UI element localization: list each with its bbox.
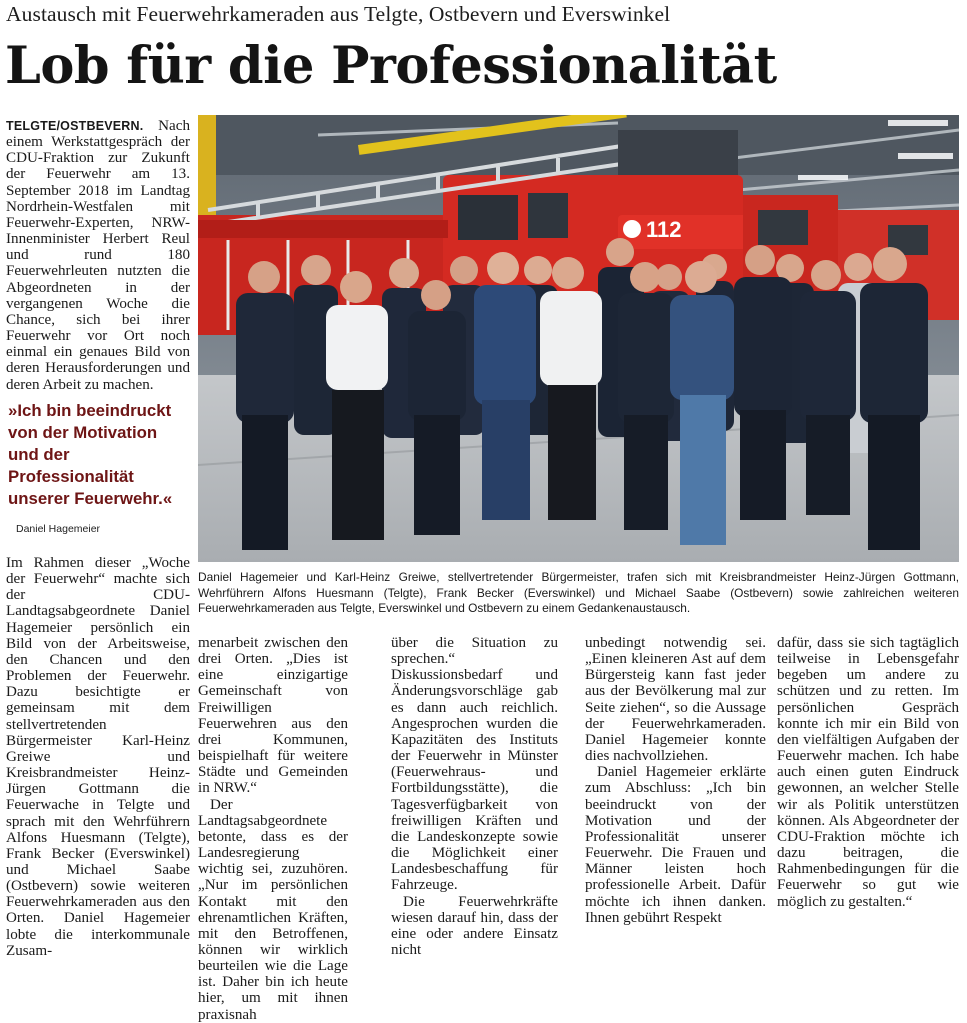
body-paragraph: menarbeit zwischen den drei Orten. „Dies ist eine einzigartige Gemeinschaft von Freiwilligen Feuerwehren aus den drei Kommunen, beispielhaft für weitere Städte und Gemeinden in NRW.“	[198, 635, 348, 797]
group-photo	[198, 115, 959, 562]
intro-paragraph	[6, 118, 190, 393]
body-paragraph: Die Feuerwehrkräfte wiesen darauf hin, dass der eine oder andere Einsatz nicht	[391, 893, 558, 958]
body-paragraph: unbedingt notwendig sei. „Einen kleineren Ast auf dem Bürgersteig kann fast jeder aus der Bevölkerung mal zur Seite ziehen“, so die Aussage der Feuerwehrkameraden. Daniel Hagemeier konnte dies nachvollziehen.	[585, 635, 766, 765]
pull-quote-author: Daniel Hagemeier	[16, 523, 101, 535]
body-paragraph: Der Landtagsabgeordnete betonte, dass es der Landesregierung wichtig sei, zuzuhören. „Nur im persönlichen Kontakt mit den ehrenamtlichen Kräften, mit den Betroffenen, können wir wirklich beurteilen wie die Lage ist. Daher bin ich heute hier, um mit ihnen praxisnah	[198, 796, 348, 1023]
headline: Lob für die Professionalität	[5, 36, 777, 96]
pull-quote: »Ich bin beeindruckt von der Motivation und der Professionalität unserer Feuerwehr.«	[8, 401, 173, 508]
kicker-subheadline: Austausch mit Feuerwehrkameraden aus Telgte, Ostbevern und Everswinkel	[6, 2, 671, 26]
dateline: TELGTE/OSTBEVERN.	[6, 119, 144, 133]
body-paragraph: Daniel Hagemeier erklärte zum Abschluss: „Ich bin beeindruckt von der Motivation und der Professionalität unserer Feuerwehr. Die Frauen und Männer leisten hoch professionelle Arbeit. Dafür möchte ich ihnen danken. Ihnen gebührt Respekt	[585, 764, 766, 926]
body-paragraph: dafür, dass sie sich tagtäglich teilweise in Lebensgefahr begeben um andere zu schützen und zu retten. Im persönlichen Gespräch konnte ich mir ein Bild von den vielfältigen Aufgaben der Feuerwehr machen. Ich habe auch einen guten Eindruck gewonnen, an welcher Stelle wir als Politik unterstützen können. Als Abgeordneter der CDU-Fraktion möchte ich dazu beitragen, die Rahmenbedingungen für die Feuerwehr so gut wie möglich zu gestalten.“	[777, 635, 959, 910]
body-column-2	[198, 635, 348, 1023]
body-column-3	[391, 635, 558, 958]
body-column-4	[585, 635, 766, 926]
intro-text: Nach einem Werkstattgespräch der CDU-Fraktion zur Zukunft der Feuerwehr am 13. September 2018 im Landtag Nordrhein-Westfalen mit Feuerwehr-Experten, NRW-Innenminister Herbert Reul und rund 180 Feuerwehrleuten nutzten die Abgeordneten in der vergangenen Woche die Chance, sich bei ihrer Feuerwehr vor Ort noch einmal ein genaues Bild von deren Herausforderungen und deren Arbeit zu machen.	[6, 118, 190, 393]
body-paragraph: über die Situation zu sprechen.“ Diskussionsbedarf und Änderungsvorschläge gab es dann auch reichlich. Angesprochen wurden die Kapazitäten des Instituts der Feuerwehr in Münster (Feuerwehraus- und Fortbildungsstätte), die Tagesverfügbarkeit von freiwilligen Kräften und die Landeskonzepte sowie die Möglichkeit einer Landesbeschaffung für Fahrzeuge.	[391, 635, 558, 894]
truck-number: 112	[646, 217, 682, 242]
photo-caption: Daniel Hagemeier und Karl-Heinz Greiwe, stellvertretender Bürgermeister, trafen sich mit Kreisbrandmeister Heinz-Jürgen Gottmann, Wehrführern Alfons Huesmann (Telgte), Frank Becker (Everswinkel) und Michael Saabe (Ostbevern) sowie zahlreichen weiteren Feuerwehrkameraden aus Telgte, Everswinkel und Ostbevern zu einem Gedankenaustausch.	[198, 570, 959, 615]
body-paragraph: Im Rahmen dieser „Woche der Feuerwehr“ machte sich der CDU-Landtagsabgeordnete Daniel Hagemeier persönlich ein Bild von der Arbeitsweise, den Chancen und den Problemen der Feuerwehr. Dazu besichtigte er gemeinsam mit dem stellvertretenden Bürgermeister Karl-Heinz Greiwe und Kreisbrandmeister Heinz-Jürgen Gottmann die Feuerwache in Telgte und sprach mit den Wehrführern Alfons Huesmann (Telgte), Frank Becker (Everswinkel) und Michael Saabe (Ostbevern) sowie weiteren Feuerwehrkameraden aus den Orten. Daniel Hagemeier lobte die interkommunale Zusam-	[6, 555, 190, 959]
body-column-1	[6, 555, 190, 959]
fire-station-photo-illustration	[198, 115, 959, 562]
body-column-5	[777, 635, 959, 910]
